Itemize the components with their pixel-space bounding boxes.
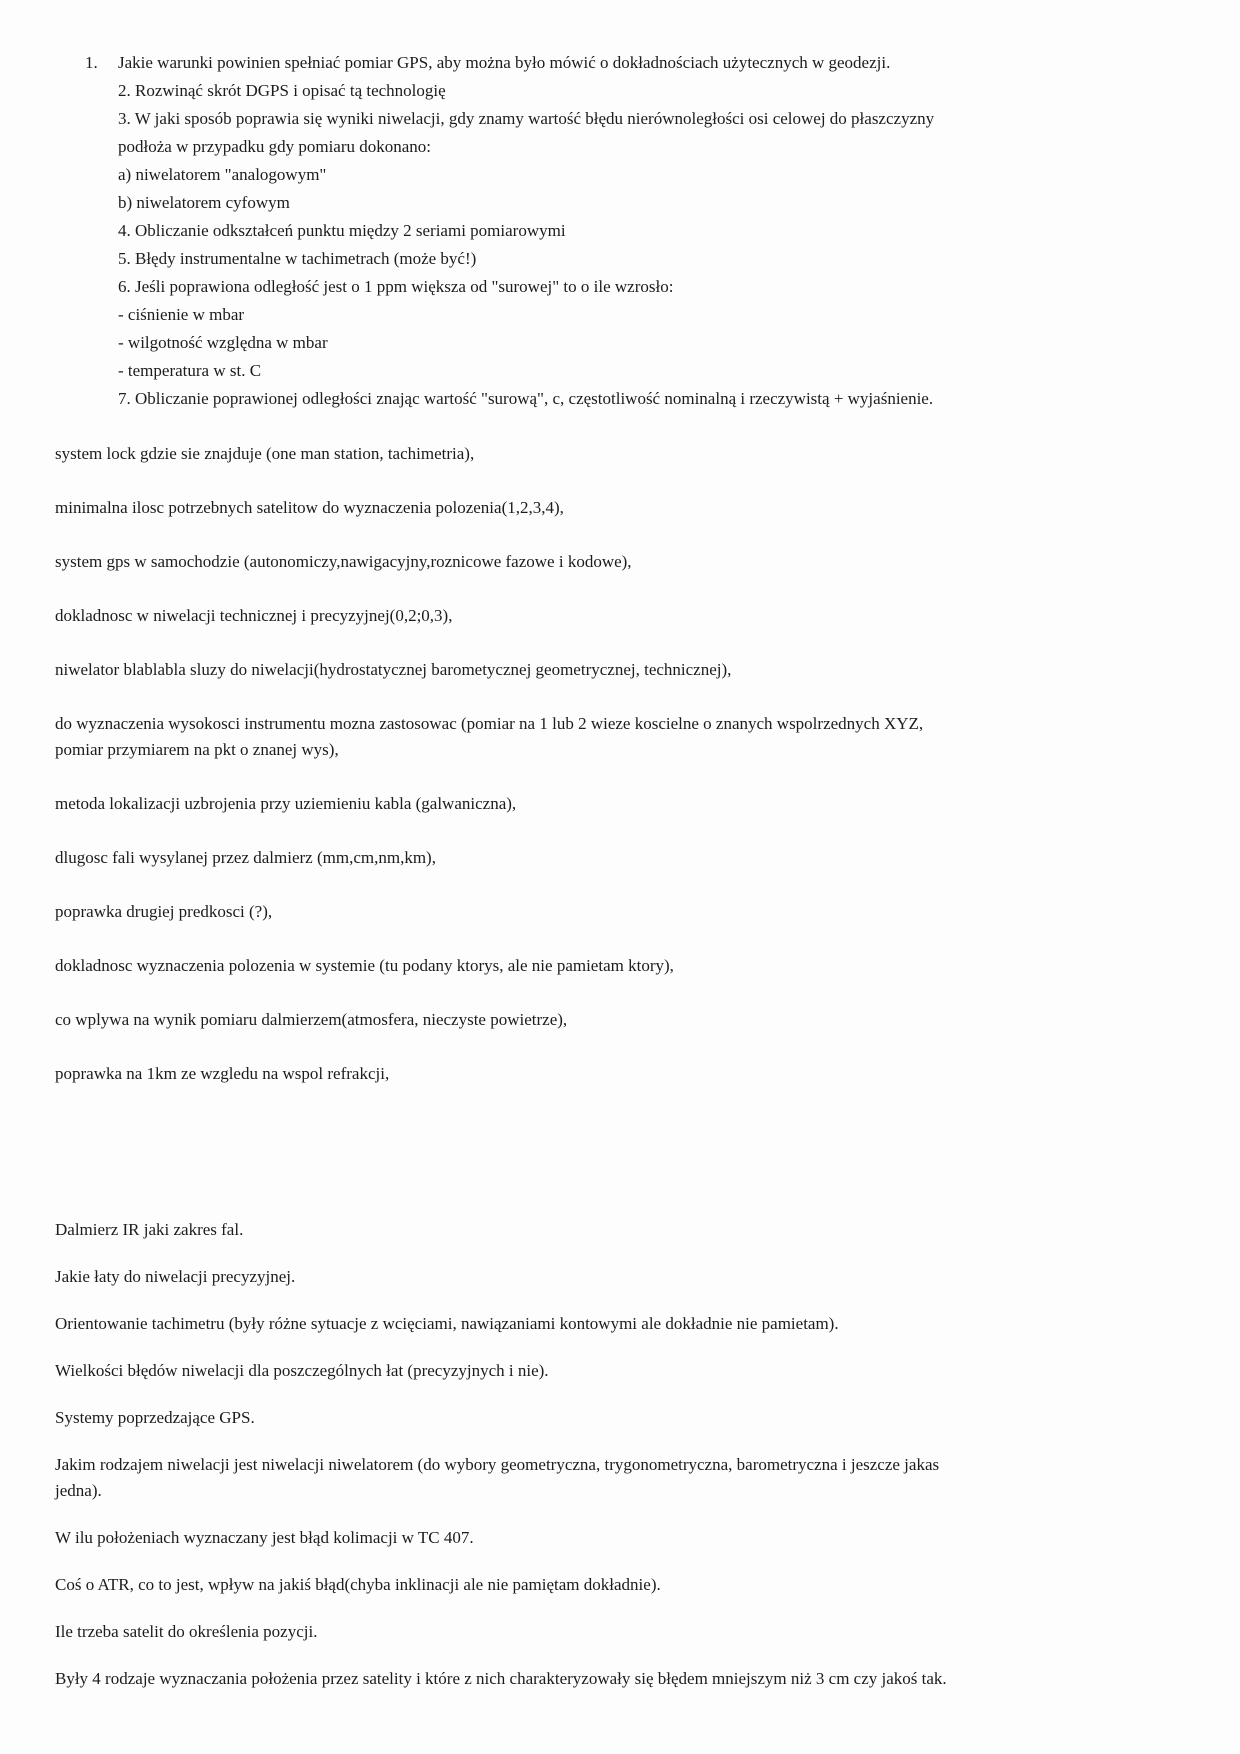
list-item-3b: b) niwelatorem cyfowym xyxy=(118,193,290,212)
list-item-6: 6. Jeśli poprawiona odległość jest o 1 ppm większa od "surowej" to o ile wzrosło: xyxy=(118,277,674,296)
paragraph-text: Dalmierz IR jaki zakres fal. xyxy=(55,1220,244,1239)
paragraph-text: Systemy poprzedzające GPS. xyxy=(55,1408,255,1427)
blank-gap xyxy=(55,1115,1185,1189)
paragraph xyxy=(55,1061,1185,1087)
list-item-1 xyxy=(85,49,1148,77)
list-item-3-line-2: podłoża w przypadku gdy pomiaru dokonano: xyxy=(118,137,432,156)
paragraph-text: Jakim rodzajem niwelacji jest niwelacji niwelatorem (do wybory geometryczna, trygonometryczna, barometryczna i jeszcze jakas xyxy=(55,1455,940,1474)
paragraph-text: co wplywa na wynik pomiaru dalmierzem(atmosfera, nieczyste powietrze), xyxy=(55,1010,568,1029)
paragraph-text: do wyznaczenia wysokosci instrumentu mozna zastosowac (pomiar na 1 lub 2 wieze koscielne o znanych wspolrzednych XYZ, xyxy=(55,714,924,733)
question-paragraphs-group-1 xyxy=(55,441,1185,1087)
paragraph-text: minimalna ilosc potrzebnych satelitow do wyznaczenia polozenia(1,2,3,4), xyxy=(55,498,564,517)
question-text: Jakie warunki powinien spełniać pomiar GPS, aby można było mówić o dokładnościach użytecznych w geodezji. xyxy=(118,53,891,72)
paragraph xyxy=(55,1572,1185,1598)
paragraph xyxy=(55,495,1185,521)
paragraph xyxy=(55,1666,1185,1692)
paragraph xyxy=(55,1619,1185,1645)
paragraph-text: poprawka na 1km ze wzgledu na wspol refrakcji, xyxy=(55,1064,390,1083)
paragraph-text: dlugosc fali wysylanej przez dalmierz (mm,cm,nm,km), xyxy=(55,848,436,867)
paragraph-text: niwelator blablabla sluzy do niwelacji(hydrostatycznej barometycznej geometrycznej, technicznej), xyxy=(55,660,732,679)
list-number: 1. xyxy=(85,53,98,72)
paragraph-text: Orientowanie tachimetru (były różne sytuacje z wcięciami, nawiązaniami kontowymi ale dokładnie nie pamietam). xyxy=(55,1314,839,1333)
paragraph xyxy=(55,899,1185,925)
paragraph xyxy=(55,711,1185,763)
paragraph-text: Ile trzeba satelit do określenia pozycji. xyxy=(55,1622,318,1641)
list-item-6-dash-3: - temperatura w st. C xyxy=(118,361,262,380)
list-item-3-line-1: 3. W jaki sposób poprawia się wyniki niwelacji, gdy znamy wartość błędu nierównoległości osi celowej do płaszczyzny xyxy=(118,109,935,128)
paragraph-text: Jakie łaty do niwelacji precyzyjnej. xyxy=(55,1267,296,1286)
paragraph-text: system lock gdzie sie znajduje (one man station, tachimetria), xyxy=(55,444,475,463)
paragraph xyxy=(55,549,1185,575)
paragraph xyxy=(55,1525,1185,1551)
paragraph xyxy=(55,441,1185,467)
paragraph xyxy=(55,1217,1185,1243)
paragraph-text: W ilu położeniach wyznaczany jest błąd kolimacji w TC 407. xyxy=(55,1528,474,1547)
paragraph xyxy=(55,953,1185,979)
paragraph-text: pomiar przymiarem na pkt o znanej wys), xyxy=(55,740,339,759)
paragraph-text: dokladnosc wyznaczenia polozenia w systemie (tu podany ktorys, ale nie pamietam ktory), xyxy=(55,956,674,975)
list-item-7: 7. Obliczanie poprawionej odległości znając wartość "surową", c, częstotliwość nominalną i rzeczywistą + wyjaśnienie. xyxy=(118,389,934,408)
paragraph xyxy=(55,1311,1185,1337)
paragraph-text: poprawka drugiej predkosci (?), xyxy=(55,902,273,921)
paragraph xyxy=(55,1358,1185,1384)
paragraph-text: jedna). xyxy=(55,1481,102,1500)
paragraph-text: Wielkości błędów niwelacji dla poszczególnych łat (precyzyjnych i nie). xyxy=(55,1361,549,1380)
list-item-6-dash-1: - ciśnienie w mbar xyxy=(118,305,245,324)
paragraph xyxy=(55,603,1185,629)
paragraph xyxy=(55,1405,1185,1431)
paragraph-text: dokladnosc w niwelacji technicznej i precyzyjnej(0,2;0,3), xyxy=(55,606,453,625)
list-item-5: 5. Błędy instrumentalne w tachimetrach (może być!) xyxy=(118,249,477,268)
paragraph xyxy=(55,1007,1185,1033)
question-paragraphs-group-2 xyxy=(55,1217,1185,1692)
paragraph xyxy=(55,657,1185,683)
paragraph xyxy=(55,791,1185,817)
paragraph-text: Były 4 rodzaje wyznaczania położenia przez satelity i które z nich charakteryzowały się błędem mniejszym niż 3 cm czy jakoś tak. xyxy=(55,1669,947,1688)
list-item-6-dash-2: - wilgotność względna w mbar xyxy=(118,333,328,352)
paragraph-text: system gps w samochodzie (autonomiczy,nawigacyjny,roznicowe fazowe i kodowe), xyxy=(55,552,632,571)
paragraph xyxy=(55,1452,1185,1504)
list-item-4: 4. Obliczanie odkształceń punktu między 2 seriami pomiarowymi xyxy=(118,221,566,240)
list-item-2: 2. Rozwinąć skrót DGPS i opisać tą technologię xyxy=(118,81,446,100)
list-item-3a: a) niwelatorem "analogowym" xyxy=(118,165,327,184)
paragraph xyxy=(55,845,1185,871)
paragraph xyxy=(55,1264,1185,1290)
paragraph-text: metoda lokalizacji uzbrojenia przy uziemieniu kabla (galwaniczna), xyxy=(55,794,517,813)
numbered-question-list xyxy=(85,49,1148,413)
paragraph-text: Coś o ATR, co to jest, wpływ na jakiś błąd(chyba inklinacji ale nie pamiętam dokładnie). xyxy=(55,1575,661,1594)
